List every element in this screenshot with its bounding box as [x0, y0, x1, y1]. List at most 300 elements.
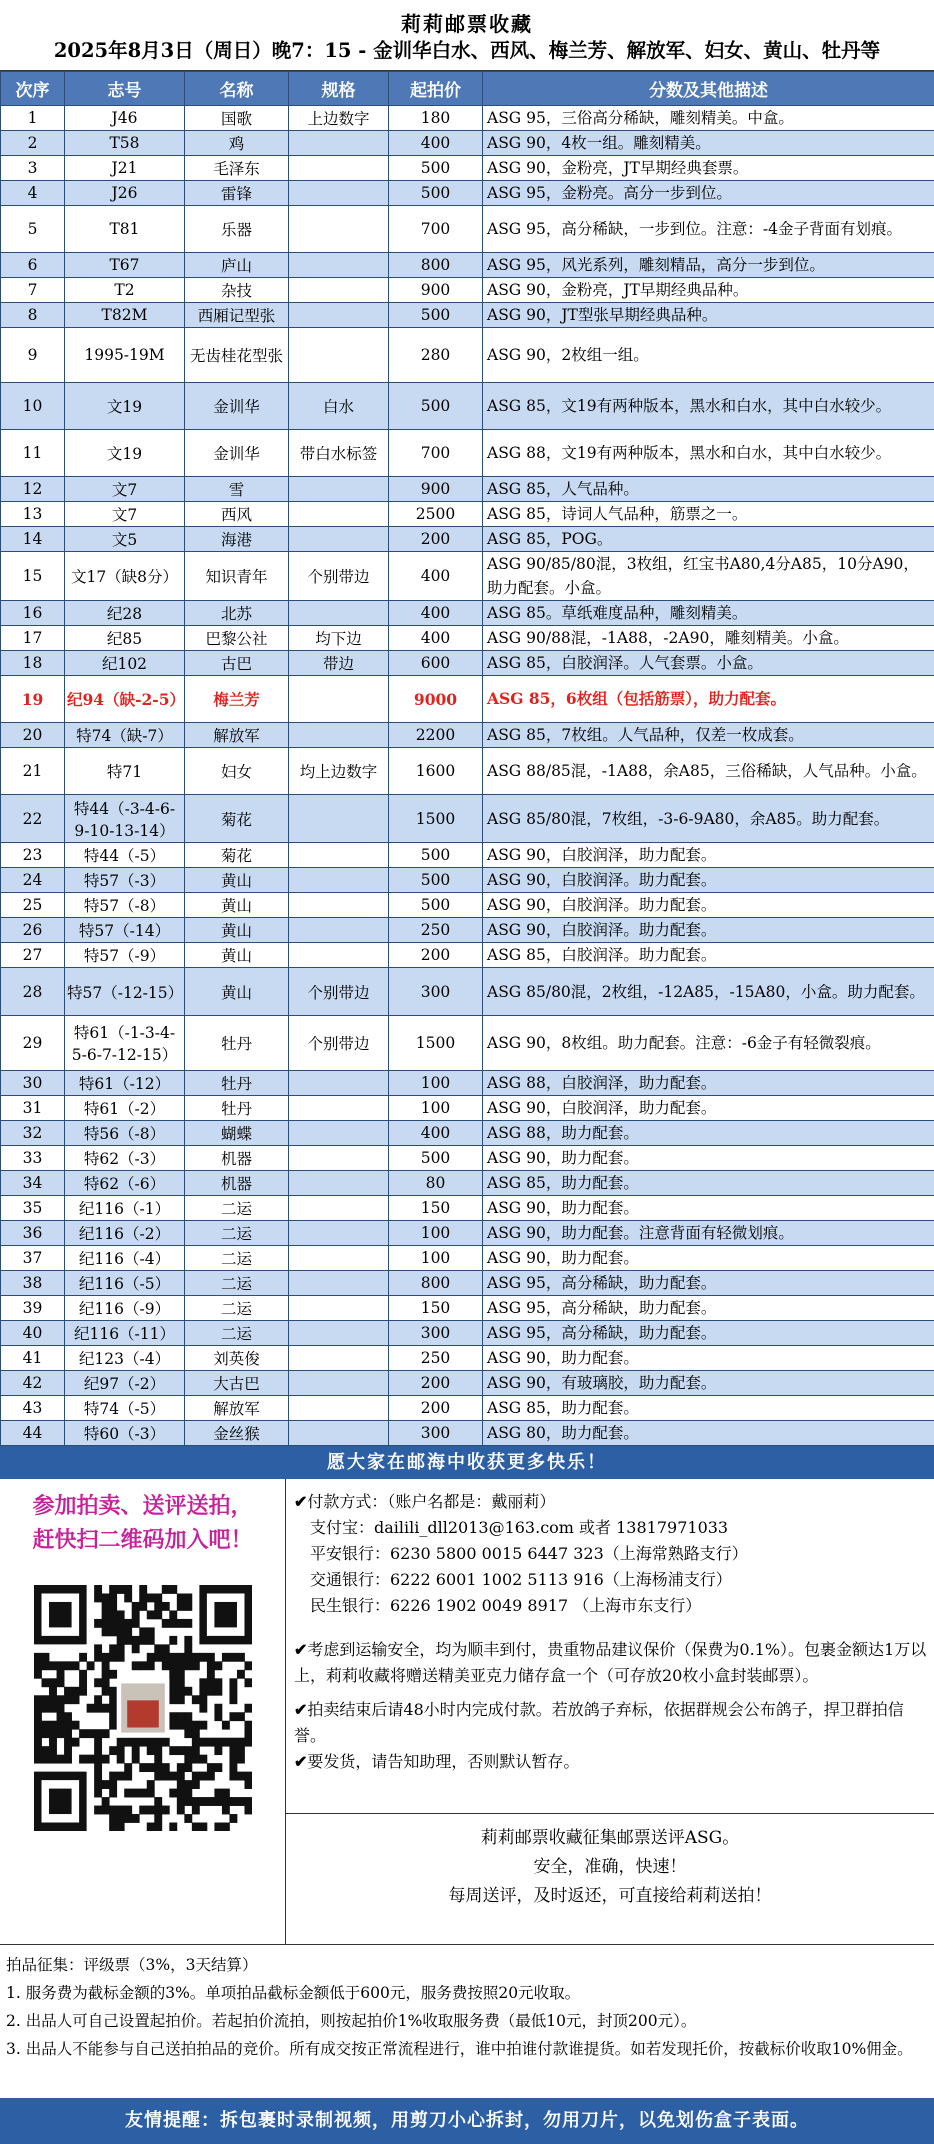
- lot-number: 17: [1, 626, 65, 651]
- stamp-name: 牡丹: [185, 1071, 289, 1096]
- start-price: 150: [389, 1196, 483, 1221]
- stamp-name: 黄山: [185, 943, 289, 968]
- stamp-spec: 个别带边: [289, 968, 389, 1016]
- table-row: [1, 601, 934, 626]
- lot-number: 34: [1, 1171, 65, 1196]
- lot-number: 18: [1, 651, 65, 676]
- col-header-code: 志号: [65, 72, 185, 106]
- stamp-code: 纪116（-1）: [65, 1196, 185, 1221]
- stamp-name: 西风: [185, 502, 289, 527]
- table-row: [1, 328, 934, 383]
- stamp-name: 乐器: [185, 206, 289, 253]
- col-header-price: 起拍价: [389, 72, 483, 106]
- lot-description: ASG 90，金粉亮，JT早期经典品种。: [483, 278, 934, 303]
- footer-reminder: 友情提醒：拆包裹时录制视频，用剪刀小心拆封，勿用刀片，以免划伤盒子表面。: [0, 2098, 934, 2144]
- payment-deadline-note: 拍卖结束后请48小时内完成付款。若放鸽子弃标，依据群规会公布鸽子，捍卫群拍信誉。: [294, 1700, 904, 1745]
- lot-number: 32: [1, 1121, 65, 1146]
- info-section: [0, 1479, 934, 1945]
- stamp-spec: 白水: [289, 383, 389, 430]
- stamp-spec: [289, 527, 389, 552]
- lot-description: ASG 90，白胶润泽，助力配套。: [483, 843, 934, 868]
- start-price: 250: [389, 1346, 483, 1371]
- start-price: 180: [389, 106, 483, 131]
- stamp-code: 纪116（-11）: [65, 1321, 185, 1346]
- stamp-name: 二运: [185, 1296, 289, 1321]
- payment-panel: [286, 1479, 934, 1944]
- stamp-spec: [289, 1096, 389, 1121]
- stamp-code: 特61（-12）: [65, 1071, 185, 1096]
- stamp-name: 解放军: [185, 1396, 289, 1421]
- stamp-name: 菊花: [185, 843, 289, 868]
- lot-description: ASG 90，JT型张早期经典品种。: [483, 303, 934, 328]
- start-price: 200: [389, 943, 483, 968]
- lot-description: ASG 90，8枚组。助力配套。注意：-6金子有轻微裂痕。: [483, 1016, 934, 1071]
- stamp-spec: 带边: [289, 651, 389, 676]
- lot-number: 28: [1, 968, 65, 1016]
- stamp-spec: [289, 723, 389, 748]
- lot-description: ASG 88，文19有两种版本，黑水和白水，其中白水较少。: [483, 430, 934, 477]
- lot-description: ASG 88，助力配套。: [483, 1121, 934, 1146]
- start-price: 100: [389, 1071, 483, 1096]
- consignment-rules: [0, 1945, 934, 2097]
- stamp-code: 特57（-12-15）: [65, 968, 185, 1016]
- stamp-name: 金训华: [185, 383, 289, 430]
- table-row: [1, 1071, 934, 1096]
- lot-description: ASG 90，白胶润泽。助力配套。: [483, 918, 934, 943]
- shipping-note: 考虑到运输安全，均为顺丰到付，贵重物品建议保价（保费为0.1%）。包裹金额达1万以上，莉莉收藏将赠送精美亚克力储存盒一个（可存放20枚小盒封装邮票）。: [294, 1640, 927, 1685]
- stamp-code: T81: [65, 206, 185, 253]
- stamp-code: 文7: [65, 502, 185, 527]
- stamp-spec: [289, 253, 389, 278]
- lot-description: ASG 85，7枚组。人气品种，仅差一枚成套。: [483, 723, 934, 748]
- stamp-spec: [289, 303, 389, 328]
- start-price: 800: [389, 1271, 483, 1296]
- lot-number: 16: [1, 601, 65, 626]
- lot-description: ASG 95，高分稀缺，助力配套。: [483, 1271, 934, 1296]
- check-icon: ✔: [294, 1752, 308, 1771]
- lot-description: ASG 85，助力配套。: [483, 1171, 934, 1196]
- stamp-spec: [289, 1271, 389, 1296]
- lot-number: 39: [1, 1296, 65, 1321]
- stamp-name: 菊花: [185, 795, 289, 843]
- lot-number: 4: [1, 181, 65, 206]
- lot-number: 35: [1, 1196, 65, 1221]
- stamp-name: 牡丹: [185, 1096, 289, 1121]
- stamp-spec: [289, 206, 389, 253]
- stamp-spec: [289, 601, 389, 626]
- lot-number: 42: [1, 1371, 65, 1396]
- lot-number: 29: [1, 1016, 65, 1071]
- stamp-spec: [289, 131, 389, 156]
- lot-number: 41: [1, 1346, 65, 1371]
- stamp-spec: 上边数字: [289, 106, 389, 131]
- shipping-request-note: 要发货，请告知助理，否则默认暂存。: [307, 1752, 580, 1771]
- lot-description: ASG 90，白胶润泽，助力配套。: [483, 1096, 934, 1121]
- lot-number: 7: [1, 278, 65, 303]
- stamp-spec: [289, 1246, 389, 1271]
- lot-description: ASG 90，助力配套。: [483, 1246, 934, 1271]
- stamp-name: 雪: [185, 477, 289, 502]
- lot-description: ASG 85，白胶润泽。助力配套。: [483, 943, 934, 968]
- stamp-code: 特61（-1-3-4-5-6-7-12-15）: [65, 1016, 185, 1071]
- stamp-spec: [289, 278, 389, 303]
- lot-number: 19: [1, 676, 65, 723]
- stamp-spec: 均上边数字: [289, 748, 389, 795]
- stamp-name: 机器: [185, 1171, 289, 1196]
- stamp-name: 妇女: [185, 748, 289, 795]
- stamp-code: 特44（-3-4-6-9-10-13-14）: [65, 795, 185, 843]
- stamp-spec: 均下边: [289, 626, 389, 651]
- lot-description: ASG 85，人气品种。: [483, 477, 934, 502]
- stamp-spec: [289, 795, 389, 843]
- start-price: 2500: [389, 502, 483, 527]
- wish-banner: 愿大家在邮海中收获更多快乐！: [0, 1446, 934, 1479]
- table-row: [1, 1321, 934, 1346]
- stamp-name: 杂技: [185, 278, 289, 303]
- start-price: 500: [389, 181, 483, 206]
- stamp-name: 二运: [185, 1246, 289, 1271]
- bank-account-1: 平安银行：6230 5800 0015 6447 323（上海常熟路支行）: [310, 1544, 748, 1563]
- promo-line-2: 赶快扫二维码加入吧！: [32, 1527, 253, 1553]
- stamp-name: 蝴蝶: [185, 1121, 289, 1146]
- stamp-code: 特57（-3）: [65, 868, 185, 893]
- qr-code-icon[interactable]: [34, 1585, 252, 1831]
- table-row: [1, 626, 934, 651]
- lot-description: ASG 90，白胶润泽。助力配套。: [483, 868, 934, 893]
- stamp-name: 机器: [185, 1146, 289, 1171]
- lot-number: 21: [1, 748, 65, 795]
- stamp-spec: [289, 1121, 389, 1146]
- lot-number: 9: [1, 328, 65, 383]
- stamp-spec: [289, 943, 389, 968]
- bank-account-3: 民生银行：6226 1902 0049 8917 （上海市东支行）: [310, 1596, 702, 1615]
- table-row: [1, 303, 934, 328]
- promo-line-1: 参加拍卖、送评送拍，: [32, 1493, 253, 1519]
- table-row: [1, 1121, 934, 1146]
- stamp-code: 纪85: [65, 626, 185, 651]
- stamp-spec: [289, 1421, 389, 1446]
- lot-description: ASG 85，白胶润泽。人气套票。小盒。: [483, 651, 934, 676]
- signature-line-1: 莉莉邮票收藏征集邮票送评ASG。: [480, 1828, 740, 1848]
- stamp-spec: [289, 477, 389, 502]
- table-row: [1, 1371, 934, 1396]
- stamp-name: 梅兰芳: [185, 676, 289, 723]
- table-row: [1, 843, 934, 868]
- stamp-spec: [289, 1146, 389, 1171]
- stamp-code: 特74（缺-7）: [65, 723, 185, 748]
- table-row: [1, 131, 934, 156]
- stamp-code: 纪116（-9）: [65, 1296, 185, 1321]
- start-price: 500: [389, 843, 483, 868]
- lot-description: ASG 90，助力配套。注意背面有轻微划痕。: [483, 1221, 934, 1246]
- start-price: 80: [389, 1171, 483, 1196]
- table-row: [1, 1396, 934, 1421]
- lot-number: 44: [1, 1421, 65, 1446]
- stamp-code: 纪102: [65, 651, 185, 676]
- stamp-spec: [289, 918, 389, 943]
- table-row: [1, 1196, 934, 1221]
- start-price: 400: [389, 626, 483, 651]
- lot-number: 37: [1, 1246, 65, 1271]
- lot-number: 27: [1, 943, 65, 968]
- start-price: 900: [389, 278, 483, 303]
- lot-number: 40: [1, 1321, 65, 1346]
- lot-number: 13: [1, 502, 65, 527]
- table-row: [1, 676, 934, 723]
- stamp-code: 特62（-6）: [65, 1171, 185, 1196]
- start-price: 500: [389, 868, 483, 893]
- start-price: 500: [389, 1146, 483, 1171]
- stamp-name: 二运: [185, 1221, 289, 1246]
- stamp-code: 文17（缺8分）: [65, 552, 185, 601]
- stamp-code: 纪116（-2）: [65, 1221, 185, 1246]
- stamp-code: 特62（-3）: [65, 1146, 185, 1171]
- stamp-code: 纪97（-2）: [65, 1371, 185, 1396]
- alipay-account: 支付宝：dailili_dll2013@163.com 或者 13817971033: [310, 1518, 729, 1537]
- lot-description: ASG 85，6枚组（包括筋票），助力配套。: [483, 676, 934, 723]
- lot-description: ASG 90，助力配套。: [483, 1346, 934, 1371]
- lot-description: ASG 88/85混，-1A88，余A85，三俗稀缺，人气品种。小盒。: [483, 748, 934, 795]
- stamp-spec: [289, 1296, 389, 1321]
- table-row: [1, 206, 934, 253]
- stamp-code: 特56（-8）: [65, 1121, 185, 1146]
- stamp-code: 特71: [65, 748, 185, 795]
- lot-number: 12: [1, 477, 65, 502]
- table-row: [1, 156, 934, 181]
- lot-description: ASG 88，白胶润泽，助力配套。: [483, 1071, 934, 1096]
- stamp-name: 无齿桂花型张: [185, 328, 289, 383]
- lot-number: 30: [1, 1071, 65, 1096]
- stamp-spec: [289, 1196, 389, 1221]
- table-row: [1, 1296, 934, 1321]
- stamp-code: T82M: [65, 303, 185, 328]
- stamp-code: 特57（-8）: [65, 893, 185, 918]
- lot-description: ASG 90，有玻璃胶，助力配套。: [483, 1371, 934, 1396]
- start-price: 300: [389, 1421, 483, 1446]
- stamp-code: J21: [65, 156, 185, 181]
- bank-account-2: 交通银行：6222 6001 1002 5113 916（上海杨浦支行）: [310, 1570, 732, 1589]
- rules-title: 拍品征集：评级票（3%，3天结算）: [6, 1956, 258, 1974]
- lot-description: ASG 90/85/80混，3枚组，红宝书A80,4分A85，10分A90，助力配套。小盒。: [483, 552, 934, 601]
- lot-number: 2: [1, 131, 65, 156]
- table-row: [1, 943, 934, 968]
- signature-block: [286, 1814, 934, 1911]
- stamp-code: 纪116（-4）: [65, 1246, 185, 1271]
- table-row: [1, 1016, 934, 1071]
- sheet-header: [0, 0, 934, 71]
- lot-number: 20: [1, 723, 65, 748]
- stamp-name: 海港: [185, 527, 289, 552]
- stamp-code: 特60（-3）: [65, 1421, 185, 1446]
- lot-description: ASG 85/80混，7枚组，-3-6-9A80，余A85。助力配套。: [483, 795, 934, 843]
- stamp-code: 文19: [65, 430, 185, 477]
- table-row: [1, 278, 934, 303]
- lot-number: 5: [1, 206, 65, 253]
- lot-number: 14: [1, 527, 65, 552]
- stamp-code: T67: [65, 253, 185, 278]
- start-price: 400: [389, 552, 483, 601]
- lot-description: ASG 90，助力配套。: [483, 1196, 934, 1221]
- start-price: 300: [389, 1321, 483, 1346]
- stamp-code: 特57（-14）: [65, 918, 185, 943]
- stamp-code: 纪116（-5）: [65, 1271, 185, 1296]
- stamp-name: 西厢记型张: [185, 303, 289, 328]
- start-price: 500: [389, 893, 483, 918]
- stamp-name: 古巴: [185, 651, 289, 676]
- start-price: 100: [389, 1221, 483, 1246]
- stamp-spec: 个别带边: [289, 552, 389, 601]
- lot-description: ASG 95，三俗高分稀缺，雕刻精美。中盒。: [483, 106, 934, 131]
- stamp-spec: [289, 843, 389, 868]
- lot-number: 1: [1, 106, 65, 131]
- stamp-code: 特61（-2）: [65, 1096, 185, 1121]
- stamp-code: 纪123（-4）: [65, 1346, 185, 1371]
- table-row: [1, 893, 934, 918]
- table-row: [1, 651, 934, 676]
- payment-info: [286, 1479, 934, 1814]
- table-row: [1, 181, 934, 206]
- stamp-spec: [289, 1396, 389, 1421]
- lot-number: 38: [1, 1271, 65, 1296]
- stamp-name: 雷锋: [185, 181, 289, 206]
- stamp-name: 二运: [185, 1271, 289, 1296]
- stamp-spec: [289, 1221, 389, 1246]
- auction-subtitle: 2025年8月3日（周日）晚7：15 - 金训华白水、西风、梅兰芳、解放军、妇女、黄山、牡丹等: [53, 39, 881, 62]
- start-price: 700: [389, 206, 483, 253]
- lot-description: ASG 95，风光系列，雕刻精品，高分一步到位。: [483, 253, 934, 278]
- lot-description: ASG 80，助力配套。: [483, 1421, 934, 1446]
- check-icon: ✔: [294, 1700, 308, 1719]
- start-price: 9000: [389, 676, 483, 723]
- stamp-spec: [289, 1371, 389, 1396]
- start-price: 200: [389, 527, 483, 552]
- rule-3: 3. 出品人不能参与自己送拍拍品的竞价。所有成交按正常流程进行，谁中拍谁付款谁提货。如若发现托价，按截标价收取10%佣金。: [6, 2040, 913, 2058]
- page-title: 莉莉邮票收藏: [401, 12, 533, 36]
- stamp-code: 文19: [65, 383, 185, 430]
- stamp-spec: [289, 676, 389, 723]
- lot-number: 23: [1, 843, 65, 868]
- stamp-spec: [289, 893, 389, 918]
- stamp-name: 黄山: [185, 968, 289, 1016]
- stamp-name: 巴黎公社: [185, 626, 289, 651]
- table-row: [1, 748, 934, 795]
- lot-number: 24: [1, 868, 65, 893]
- start-price: 300: [389, 968, 483, 1016]
- table-row: [1, 1171, 934, 1196]
- rule-2: 2. 出品人可自己设置起拍价。若起拍价流拍，则按起拍价1%收取服务费（最低10元，封顶200元）。: [6, 2012, 697, 2030]
- table-row: [1, 477, 934, 502]
- signature-line-2: 安全，准确，快速！: [533, 1857, 687, 1877]
- start-price: 150: [389, 1296, 483, 1321]
- stamp-code: 文5: [65, 527, 185, 552]
- table-row: [1, 552, 934, 601]
- table-row: [1, 253, 934, 278]
- lot-description: ASG 90，4枚一组。雕刻精美。: [483, 131, 934, 156]
- signature-line-3: 每周送评，及时返还，可直接给莉莉送拍！: [448, 1886, 772, 1906]
- start-price: 2200: [389, 723, 483, 748]
- stamp-code: T2: [65, 278, 185, 303]
- stamp-code: 纪28: [65, 601, 185, 626]
- table-row: [1, 106, 934, 131]
- stamp-code: 特57（-9）: [65, 943, 185, 968]
- stamp-name: 刘英俊: [185, 1346, 289, 1371]
- stamp-name: 大古巴: [185, 1371, 289, 1396]
- lot-number: 26: [1, 918, 65, 943]
- lot-number: 6: [1, 253, 65, 278]
- check-icon: ✔: [294, 1492, 308, 1511]
- table-row: [1, 1421, 934, 1446]
- start-price: 800: [389, 253, 483, 278]
- start-price: 500: [389, 156, 483, 181]
- stamp-code: 特74（-5）: [65, 1396, 185, 1421]
- stamp-name: 北苏: [185, 601, 289, 626]
- col-header-spec: 规格: [289, 72, 389, 106]
- table-row: [1, 383, 934, 430]
- table-row: [1, 795, 934, 843]
- lot-description: ASG 85，诗词人气品种，筋票之一。: [483, 502, 934, 527]
- lot-description: ASG 85，助力配套。: [483, 1396, 934, 1421]
- stamp-code: J26: [65, 181, 185, 206]
- start-price: 250: [389, 918, 483, 943]
- stamp-spec: 带白水标签: [289, 430, 389, 477]
- lot-number: 8: [1, 303, 65, 328]
- lot-number: 15: [1, 552, 65, 601]
- lot-description: ASG 95，高分稀缺，助力配套。: [483, 1296, 934, 1321]
- stamp-name: 知识青年: [185, 552, 289, 601]
- stamp-code: J46: [65, 106, 185, 131]
- start-price: 700: [389, 430, 483, 477]
- stamp-spec: [289, 1346, 389, 1371]
- stamp-code: 文7: [65, 477, 185, 502]
- stamp-name: 解放军: [185, 723, 289, 748]
- stamp-name: 金训华: [185, 430, 289, 477]
- table-row: [1, 723, 934, 748]
- start-price: 200: [389, 1371, 483, 1396]
- col-header-desc: 分数及其他描述: [483, 72, 934, 106]
- lot-number: 10: [1, 383, 65, 430]
- lot-description: ASG 95，高分稀缺，助力配套。: [483, 1321, 934, 1346]
- start-price: 280: [389, 328, 483, 383]
- table-row: [1, 918, 934, 943]
- table-row: [1, 502, 934, 527]
- stamp-code: 特44（-5）: [65, 843, 185, 868]
- stamp-code: 纪94（缺-2-5）: [65, 676, 185, 723]
- start-price: 900: [389, 477, 483, 502]
- start-price: 1500: [389, 795, 483, 843]
- stamp-name: 黄山: [185, 868, 289, 893]
- lot-description: ASG 85/80混，2枚组，-12A85，-15A80，小盒。助力配套。: [483, 968, 934, 1016]
- lot-number: 22: [1, 795, 65, 843]
- stamp-code: 1995-19M: [65, 328, 185, 383]
- stamp-spec: [289, 156, 389, 181]
- col-header-name: 名称: [185, 72, 289, 106]
- lot-description: ASG 90/88混，-1A88，-2A90，雕刻精美。小盒。: [483, 626, 934, 651]
- start-price: 500: [389, 303, 483, 328]
- stamp-spec: [289, 181, 389, 206]
- start-price: 400: [389, 601, 483, 626]
- stamp-spec: [289, 1071, 389, 1096]
- table-row: [1, 1221, 934, 1246]
- table-row: [1, 868, 934, 893]
- lot-description: ASG 85，文19有两种版本，黑水和白水，其中白水较少。: [483, 383, 934, 430]
- stamp-name: 金丝猴: [185, 1421, 289, 1446]
- lot-number: 11: [1, 430, 65, 477]
- stamp-spec: [289, 1321, 389, 1346]
- lot-number: 3: [1, 156, 65, 181]
- lot-description: ASG 85。草纸难度品种，雕刻精美。: [483, 601, 934, 626]
- lot-number: 36: [1, 1221, 65, 1246]
- table-header-row: [1, 72, 934, 106]
